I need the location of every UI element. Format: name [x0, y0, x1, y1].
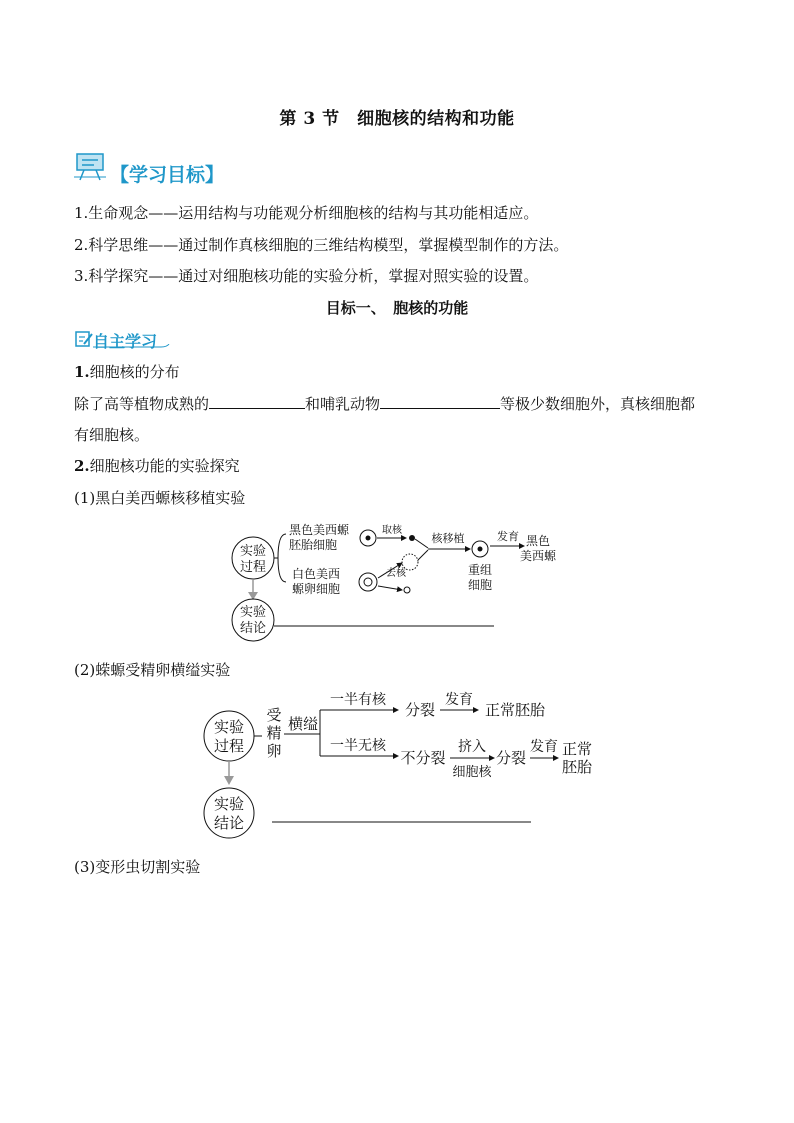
exp2-title: (2)蝾螈受精卵横缢实验 [74, 661, 231, 679]
egg-3: 卵 [266, 742, 282, 760]
process-label-1: 实验 [213, 718, 245, 736]
section1-text-2: 有细胞核。 [74, 426, 150, 444]
goal-item-2: 2.科学思维——通过制作真核细胞的三维结构模型，掌握模型制作的方法。 [74, 236, 569, 254]
white-cell-1: 白色美西 [292, 567, 341, 581]
develop-label: 发育 [497, 530, 519, 543]
conclusion-label-1: 实验 [213, 795, 245, 813]
exp1-title: (1)黑白美西螈核移植实验 [74, 489, 246, 507]
divide-label: 分裂 [404, 701, 436, 719]
result-1: 黑色 [525, 534, 551, 548]
ligate-label: 横缢 [287, 715, 319, 733]
result-2: 美西螈 [519, 549, 557, 563]
remove-nucleus-label: 去核 [386, 568, 406, 579]
exp3-title: (3)变形虫切割实验 [74, 858, 201, 876]
self-study-heading: 自主学习 [93, 332, 158, 351]
page-title: 第 3 节 细胞核的结构和功能 [279, 109, 515, 129]
goal-item-1: 1.生命观念——运用结构与功能观分析细胞核的结构与其功能相适应。 [74, 204, 539, 222]
squeeze-label: 挤入 [458, 739, 486, 755]
take-nucleus-label: 取核 [382, 525, 402, 536]
transplant-label: 核移植 [431, 532, 465, 545]
white-cell-2: 螈卵细胞 [292, 582, 341, 596]
egg-2: 精 [266, 724, 282, 742]
nucleus-icon [409, 535, 415, 541]
half-without-label: 一半无核 [330, 738, 386, 754]
learning-goals-heading: 【学习目标】 [110, 164, 225, 186]
normal-embryo2-1: 正常 [561, 740, 593, 758]
process-label-2: 过程 [213, 737, 245, 755]
develop-label: 发育 [445, 692, 473, 708]
blank-2[interactable] [380, 393, 500, 409]
enucleated-egg-icon [402, 554, 418, 570]
learning-goal-icon [74, 150, 108, 182]
divide2-label: 分裂 [495, 749, 527, 767]
heading-underline [93, 344, 173, 350]
process-label-2: 过程 [239, 560, 267, 575]
section2-heading: 2.细胞核功能的实验探究 [74, 457, 240, 475]
half-with-label: 一半有核 [330, 692, 386, 708]
white-cell-icon [359, 573, 377, 591]
recombined-1: 重组 [467, 563, 493, 577]
target-heading: 目标一、 胞核的功能 [325, 299, 469, 317]
conclusion-label-2: 结论 [239, 621, 267, 636]
black-cell-2: 胚胎细胞 [289, 538, 338, 552]
process-label-1: 实验 [239, 544, 267, 559]
egg-1: 受 [266, 706, 282, 724]
nucleus-label: 细胞核 [452, 765, 492, 780]
section1-heading: 1.细胞核的分布 [74, 363, 180, 381]
diagram-ligation [198, 690, 598, 842]
recombined-2: 细胞 [467, 578, 493, 592]
develop2-label: 发育 [530, 739, 558, 755]
section1-text: 除了高等植物成熟的 和哺乳动物 等极少数细胞外，真核细胞都 [74, 395, 696, 413]
goal-item-3: 3.科学探究——通过对细胞核功能的实验分析，掌握对照实验的设置。 [74, 267, 539, 285]
pencil-note-icon [74, 329, 94, 349]
conclusion-label-1: 实验 [239, 605, 267, 620]
diagram-nuclear-transplant [226, 518, 566, 643]
conclusion-label-2: 结论 [213, 814, 245, 832]
normal-embryo-label: 正常胚胎 [484, 701, 546, 719]
black-cell-1: 黑色美西螈 [289, 523, 350, 537]
no-divide-label: 不分裂 [400, 749, 446, 767]
blank-1[interactable] [209, 393, 305, 409]
normal-embryo2-2: 胚胎 [561, 758, 593, 776]
